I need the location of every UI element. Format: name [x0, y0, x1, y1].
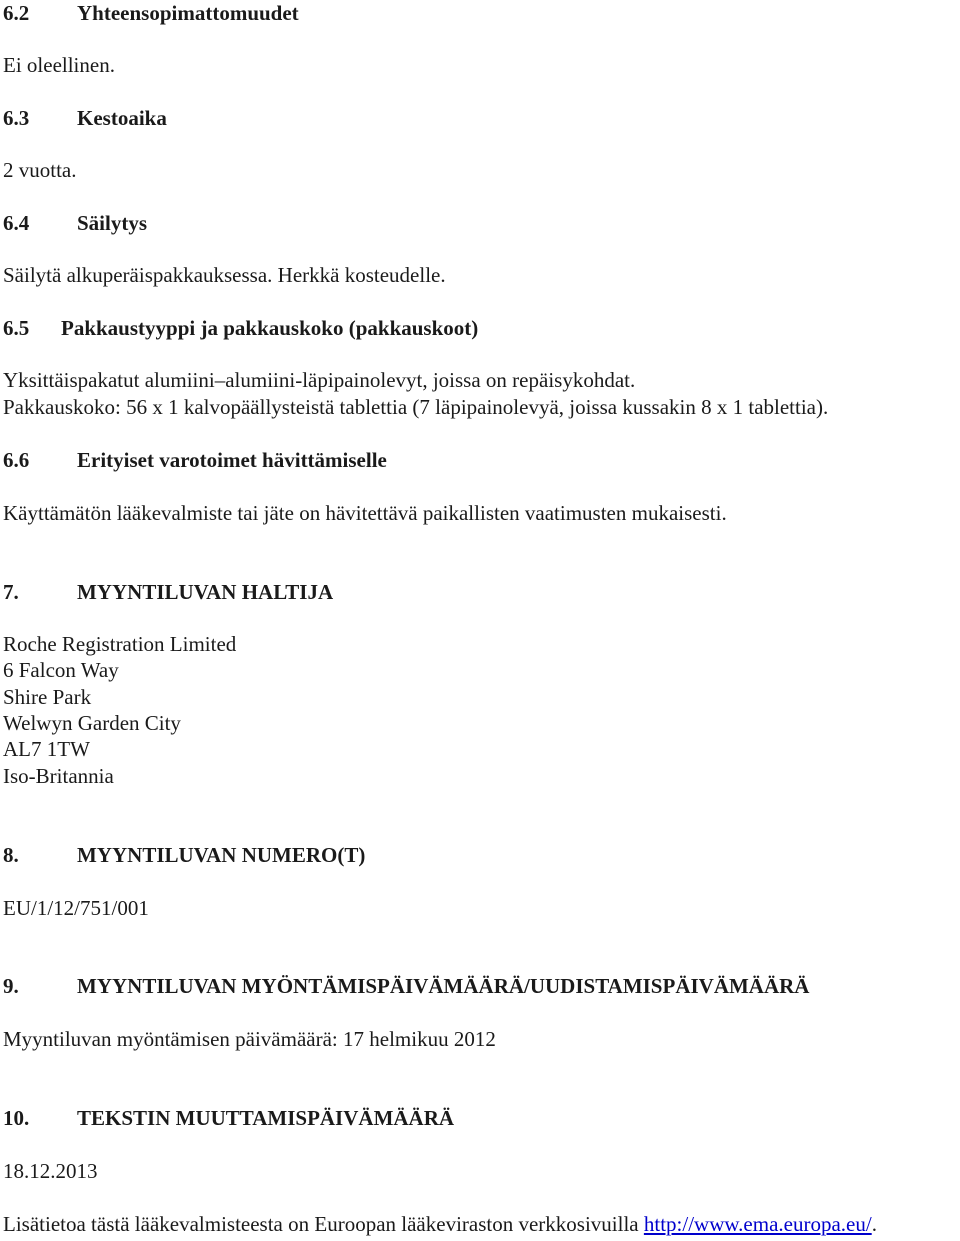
section-9-heading [3, 973, 809, 999]
section-6-3-body: 2 vuotta. [3, 158, 77, 182]
section-number: 8. [3, 843, 19, 867]
section-6-3-heading [3, 105, 167, 131]
section-title: Yhteensopimattomuudet [77, 1, 299, 25]
holder-country: Iso-Britannia [3, 764, 114, 788]
section-title: TEKSTIN MUUTTAMISPÄIVÄMÄÄRÄ [77, 1106, 455, 1130]
holder-park: Shire Park [3, 685, 92, 709]
section-title: Kestoaika [77, 106, 167, 130]
section-6-6-body: Käyttämätön lääkevalmiste tai jäte on hävitettävä paikallisten vaatimusten mukaisesti. [3, 501, 727, 525]
section-title: MYYNTILUVAN HALTIJA [77, 580, 334, 604]
section-number: 6.5 [3, 316, 30, 340]
section-number: 6.6 [3, 448, 30, 472]
section-title: Säilytys [77, 211, 148, 235]
section-number: 6.3 [3, 106, 30, 130]
section-8-heading [3, 842, 365, 868]
section-number: 6.2 [3, 1, 30, 25]
footer-period: . [871, 1212, 877, 1236]
section-number: 6.4 [3, 211, 30, 235]
section-title: Erityiset varotoimet hävittämiselle [77, 448, 387, 472]
section-number: 9. [3, 974, 19, 998]
section-10-body: 18.12.2013 [3, 1159, 98, 1183]
section-6-6-heading [3, 447, 387, 473]
section-6-5-body-line-1: Yksittäispakatut alumiini–alumiini-läpipainolevyt, joissa on repäisykohdat. [3, 368, 636, 392]
section-6-5-body-line-2: Pakkauskoko: 56 x 1 kalvopäällysteistä tablettia (7 läpipainolevyä, joissa kussakin 8 x 1 tablettia). [3, 395, 829, 419]
footer-note [3, 1211, 877, 1237]
section-title: MYYNTILUVAN NUMERO(T) [77, 843, 366, 867]
ema-website-link[interactable]: http://www.ema.europa.eu/ [643, 1212, 872, 1236]
section-6-2-heading [3, 0, 299, 26]
section-number: 10. [3, 1106, 30, 1130]
section-9-body: Myyntiluvan myöntämisen päivämäärä: 17 helmikuu 2012 [3, 1027, 496, 1051]
section-6-2-body: Ei oleellinen. [3, 53, 115, 77]
holder-city: Welwyn Garden City [3, 711, 181, 735]
section-6-4-body: Säilytä alkuperäispakkauksessa. Herkkä kosteudelle. [3, 263, 446, 287]
holder-name: Roche Registration Limited [3, 632, 237, 656]
section-6-4-heading [3, 210, 147, 236]
holder-postcode: AL7 1TW [3, 737, 90, 761]
section-7-heading [3, 579, 333, 605]
section-number: 7. [3, 580, 19, 604]
section-8-body: EU/1/12/751/001 [3, 896, 149, 920]
footer-text: Lisätietoa tästä lääkevalmisteesta on Euroopan lääkeviraston verkkosivuilla [3, 1212, 644, 1236]
section-title: Pakkaustyyppi ja pakkauskoko (pakkauskoot) [61, 316, 479, 340]
holder-street: 6 Falcon Way [3, 658, 119, 682]
section-10-heading [3, 1105, 454, 1131]
section-title: MYYNTILUVAN MYÖNTÄMISPÄIVÄMÄÄRÄ/UUDISTAMISPÄIVÄMÄÄRÄ [77, 974, 810, 998]
section-6-5-heading [3, 315, 478, 341]
